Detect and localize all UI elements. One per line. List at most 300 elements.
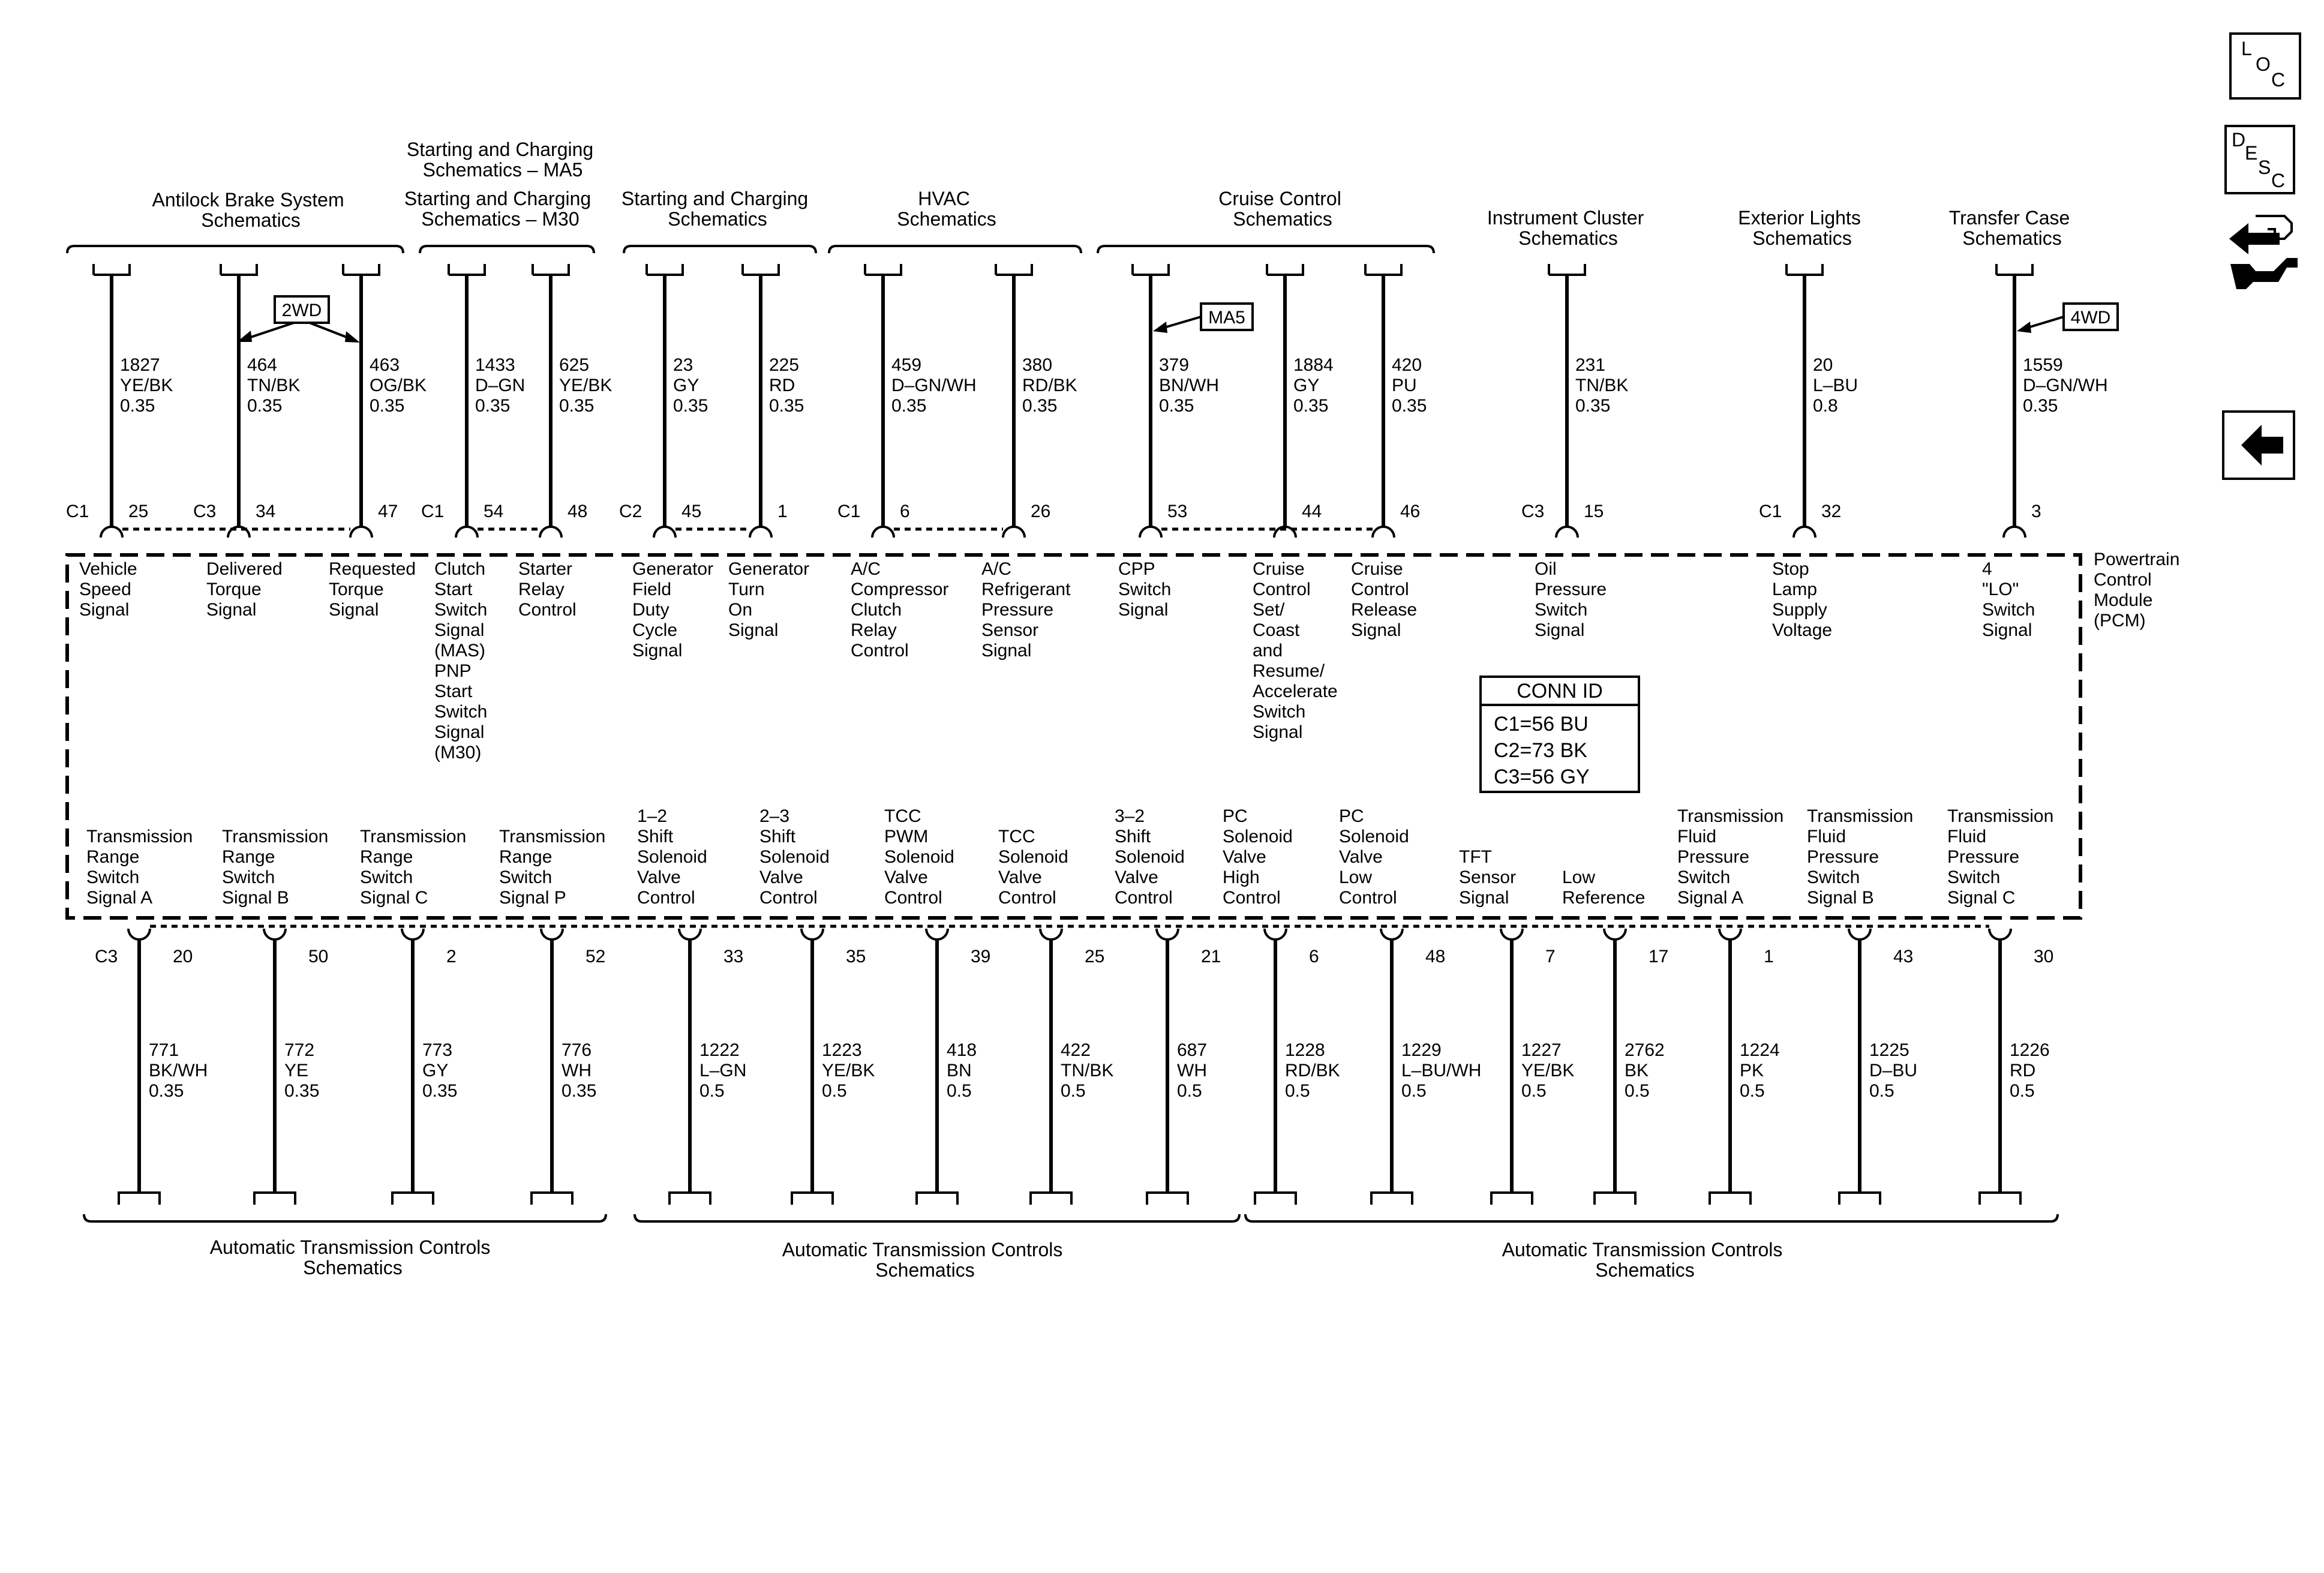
signal-name: Control (851, 641, 909, 661)
signal-name: Signal (728, 620, 779, 640)
wire-size: 0.35 (120, 396, 155, 416)
circuit-number: 772 (284, 1040, 315, 1060)
wire-color: TN/BK (1061, 1061, 1114, 1080)
top-pin (1759, 264, 1858, 640)
svg-text:L: L (2241, 38, 2252, 59)
circuit-number: 379 (1159, 355, 1190, 375)
terminal-bracket (532, 1193, 572, 1205)
signal-name: 4 (1982, 559, 1992, 579)
bottom-pin (1223, 806, 1340, 1205)
signal-name: Vehicle (79, 559, 137, 579)
signal-name: Field (632, 580, 672, 599)
signal-name: Switch (360, 867, 413, 887)
pin-socket (456, 527, 478, 538)
top-pin (518, 264, 612, 620)
wire-size: 0.35 (559, 396, 594, 416)
bottom-group-titles (210, 1236, 1788, 1281)
top-brackets (67, 246, 1434, 253)
wire-color: BN/WH (1159, 376, 1219, 395)
pin-number: 25 (1085, 947, 1105, 966)
signal-name: Signal (434, 620, 485, 640)
wire-color: L–GN (699, 1061, 747, 1080)
pin-socket (402, 929, 424, 939)
conn-id-c2: C2=73 BK (1494, 739, 1587, 762)
wire-size: 0.5 (1177, 1081, 1202, 1101)
signal-name: Cruise (1351, 559, 1403, 579)
callout-2wd: 2WD (281, 301, 322, 320)
signal-name: Shift (759, 827, 796, 846)
wire-color: TN/BK (1575, 376, 1629, 395)
circuit-number: 231 (1575, 355, 1606, 375)
top-pin (329, 264, 427, 620)
signal-name: 3–2 (1115, 806, 1145, 826)
signal-name: Lamp (1772, 580, 1818, 599)
top-group-titles (152, 139, 2076, 249)
bottom-group-title-3: Automatic Transmission Controls Schematics (1502, 1239, 1783, 1281)
signal-name: Relay (851, 620, 897, 640)
wire-size: 0.35 (562, 1081, 597, 1101)
wire-color: D–GN (475, 376, 526, 395)
signal-name: Switch (1677, 867, 1731, 887)
top-pin (421, 264, 525, 763)
bottom-pin (86, 827, 208, 1205)
signal-name: Signal (1535, 620, 1585, 640)
circuit-number: 1228 (1285, 1040, 1325, 1060)
svg-text:C: C (2271, 69, 2286, 91)
signal-name: Requested (329, 559, 416, 579)
terminal-bracket (1710, 1193, 1750, 1205)
signal-name: Solenoid (1115, 847, 1185, 867)
signal-name: Fluid (1677, 827, 1717, 846)
wire-size: 0.5 (947, 1081, 972, 1101)
signal-name: Control (1253, 580, 1311, 599)
group-title-starting-m30: Starting and Charging Schematics – M30 (404, 188, 591, 230)
pin-socket (1604, 929, 1626, 939)
pin-socket (264, 929, 286, 939)
signal-name: Switch (434, 702, 488, 722)
wire-size: 0.35 (1575, 396, 1611, 416)
signal-name: Pressure (1677, 847, 1750, 867)
terminal-bracket (449, 264, 485, 275)
bottom-group-title-2: Automatic Transmission Controls Schematics (782, 1239, 1063, 1281)
terminal-bracket (1996, 264, 2032, 275)
group-title-transfer-case: Transfer Case Schematics (1948, 207, 2070, 249)
signal-name: Accelerate (1253, 682, 1338, 701)
wire-size: 0.35 (1159, 396, 1194, 416)
pin-number: 50 (308, 947, 329, 966)
wire-color: YE/BK (559, 376, 612, 395)
pin-socket (750, 527, 771, 538)
wire-size: 0.5 (822, 1081, 847, 1101)
group-title-cluster: Instrument Cluster Schematics (1487, 207, 1644, 249)
wire-size: 0.35 (475, 396, 511, 416)
terminal-bracket (221, 264, 257, 275)
terminal-bracket (1133, 264, 1169, 275)
terminal-bracket (669, 1193, 710, 1205)
wire-color: YE/BK (1521, 1061, 1575, 1080)
pin-socket (1040, 929, 1062, 939)
wire-size: 0.5 (1401, 1081, 1427, 1101)
signal-name: Voltage (1772, 620, 1833, 640)
pin-number: 32 (1821, 502, 1842, 521)
bottom-pin (998, 827, 1113, 1205)
signal-name: Signal A (86, 888, 153, 908)
pin-number: 45 (681, 502, 702, 521)
signal-name: Resume/ (1253, 661, 1325, 681)
signal-name: Transmission (1677, 806, 1784, 826)
svg-text:D: D (2232, 129, 2246, 151)
signal-name: Signal (632, 641, 683, 661)
module-name: Powertrain Control Module (PCM) (2094, 550, 2180, 631)
wire-color: GY (1293, 376, 1320, 395)
top-pin (1118, 264, 1219, 620)
signal-name: Supply (1772, 600, 1827, 620)
loc-button[interactable] (2230, 34, 2300, 98)
circuit-number: 773 (422, 1040, 453, 1060)
callout-4wd: 4WD (2070, 308, 2111, 328)
signal-name: Switch (1118, 580, 1172, 599)
signal-name: Turn (728, 580, 765, 599)
pin-socket (679, 929, 701, 939)
bottom-brackets (84, 1214, 2058, 1221)
wire-color: PK (1740, 1061, 1764, 1080)
signal-name: Valve (1339, 847, 1383, 867)
signal-name: Switch (434, 600, 488, 620)
pin-socket (540, 527, 562, 538)
bottom-pin (222, 827, 328, 1205)
pin-number: 48 (568, 502, 588, 521)
signal-name: 1–2 (637, 806, 668, 826)
svg-text:S: S (2258, 157, 2271, 178)
signal-name: Pressure (981, 600, 1054, 620)
signal-name: Signal (79, 600, 130, 620)
top-pin (66, 264, 173, 620)
terminal-bracket (1549, 264, 1585, 275)
connector-id: C3 (1521, 502, 1545, 521)
signal-name: TCC (998, 827, 1035, 846)
signal-name: Oil (1535, 559, 1557, 579)
circuit-number: 776 (562, 1040, 592, 1060)
signal-name: A/C (981, 559, 1012, 579)
bottom-pin (499, 827, 605, 1205)
pin-socket (1381, 929, 1403, 939)
conn-id-c1: C1=56 BU (1494, 713, 1589, 736)
signal-name: Range (499, 847, 553, 867)
pin-socket (1140, 527, 1161, 538)
circuit-number: 459 (891, 355, 922, 375)
signal-name: Range (360, 847, 413, 867)
signal-name: Compressor (851, 580, 949, 599)
terminal-bracket (1031, 1193, 1071, 1205)
signal-name: PNP (434, 661, 472, 681)
circuit-number: 1229 (1401, 1040, 1442, 1060)
signal-name: Signal B (1807, 888, 1874, 908)
wire-color: WH (1177, 1061, 1207, 1080)
connector-tools-icon[interactable] (2229, 216, 2298, 289)
signal-name: Control (998, 888, 1056, 908)
svg-text:C: C (2271, 170, 2286, 191)
signal-name: PWM (884, 827, 929, 846)
pin-number: 30 (2034, 947, 2054, 966)
terminal-bracket (119, 1193, 160, 1205)
signal-name: Torque (206, 580, 262, 599)
terminal-bracket (996, 264, 1032, 275)
circuit-number: 418 (947, 1040, 977, 1060)
wire-size: 0.5 (2010, 1081, 2035, 1101)
pin-number: 1 (777, 502, 788, 521)
circuit-number: 1224 (1740, 1040, 1780, 1060)
signal-name: Switch (86, 867, 140, 887)
circuit-number: 1225 (1869, 1040, 1909, 1060)
pin-socket (1794, 527, 1815, 538)
signal-name: Shift (637, 827, 674, 846)
pin-number: 6 (900, 502, 910, 521)
wire-size: 0.35 (247, 396, 283, 416)
signal-name: Switch (1253, 702, 1306, 722)
terminal-bracket (1786, 264, 1822, 275)
circuit-number: 1223 (822, 1040, 862, 1060)
pin-number: 34 (256, 502, 276, 521)
signal-name: Starter (518, 559, 573, 579)
terminal-bracket (343, 264, 379, 275)
bottom-pin (1677, 806, 1783, 1205)
circuit-number: 422 (1061, 1040, 1091, 1060)
bottom-pin (637, 806, 746, 1205)
terminal-bracket (254, 1193, 295, 1205)
signal-name: Control (759, 888, 818, 908)
connector-id: C3 (95, 947, 118, 966)
bottom-group-title-1: Automatic Transmission Controls Schematics (209, 1236, 491, 1278)
signal-name: Low (1562, 867, 1596, 887)
signal-name: Signal (1351, 620, 1401, 640)
bottom-pin (884, 806, 990, 1205)
circuit-number: 1227 (1521, 1040, 1562, 1060)
signal-name: Fluid (1807, 827, 1846, 846)
signal-name: Signal C (360, 888, 428, 908)
signal-name: Relay (518, 580, 565, 599)
terminal-bracket (1839, 1193, 1880, 1205)
wire-color: L–BU/WH (1401, 1061, 1482, 1080)
signal-name: Control (637, 888, 695, 908)
wire-size: 0.35 (149, 1081, 184, 1101)
signal-name: Start (434, 580, 473, 599)
pin-socket (654, 527, 675, 538)
signal-name: Transmission (222, 827, 329, 846)
signal-name: Sensor (981, 620, 1039, 640)
signal-name: Clutch (851, 600, 902, 620)
pin-number: 33 (723, 947, 744, 966)
signal-name: Transmission (1947, 806, 2054, 826)
wire-size: 0.35 (370, 396, 405, 416)
terminal-bracket (1267, 264, 1303, 275)
wire-size: 0.35 (2023, 396, 2058, 416)
wire-color: RD (2010, 1061, 2036, 1080)
circuit-number: 380 (1022, 355, 1053, 375)
signal-name: Solenoid (1339, 827, 1409, 846)
signal-name: Delivered (206, 559, 283, 579)
signal-name: Switch (1947, 867, 2001, 887)
signal-name: Pressure (1535, 580, 1607, 599)
wire-color: BN (947, 1061, 972, 1080)
desc-button[interactable] (2226, 126, 2294, 193)
signal-name: Transmission (86, 827, 193, 846)
terminal-bracket (865, 264, 901, 275)
signal-name: CPP (1118, 559, 1155, 579)
connector-id: C1 (837, 502, 861, 521)
circuit-number: 1827 (120, 355, 160, 375)
signal-name: Refrigerant (981, 580, 1071, 599)
signal-name: Switch (499, 867, 553, 887)
signal-name: PC (1339, 806, 1364, 826)
signal-name: Control (1339, 888, 1397, 908)
signal-name: Signal P (499, 888, 566, 908)
wire-size: 0.35 (1293, 396, 1329, 416)
pin-number: 44 (1302, 502, 1322, 521)
signal-name: Signal (981, 641, 1032, 661)
pin-number: 25 (128, 502, 149, 521)
wire-size: 0.35 (284, 1081, 320, 1101)
bottom-pin-group (86, 806, 2053, 1205)
signal-name: Signal (1253, 722, 1303, 742)
signal-name: Control (518, 600, 577, 620)
signal-name: Solenoid (1223, 827, 1293, 846)
connector-id: C2 (619, 502, 642, 521)
circuit-number: 1433 (475, 355, 515, 375)
signal-name: "LO" (1982, 580, 2019, 599)
signal-name: Switch (1982, 600, 2035, 620)
signal-name: High (1223, 867, 1260, 887)
back-button[interactable] (2223, 412, 2294, 479)
signal-name: Stop (1772, 559, 1809, 579)
signal-name: Valve (1223, 847, 1266, 867)
pin-number: 39 (971, 947, 991, 966)
signal-name: Generator (728, 559, 810, 579)
wire-color: L–BU (1813, 376, 1858, 395)
conn-id-title: CONN ID (1517, 680, 1603, 703)
signal-name: Generator (632, 559, 714, 579)
signal-name: (M30) (434, 743, 482, 763)
top-pin (1253, 264, 1338, 742)
terminal-bracket (743, 264, 779, 275)
signal-name: Solenoid (637, 847, 707, 867)
wire-color: D–BU (1869, 1061, 1918, 1080)
signal-name: Range (222, 847, 275, 867)
circuit-number: 625 (559, 355, 590, 375)
pin-socket (1373, 527, 1394, 538)
conn-id-c3: C3=56 GY (1494, 766, 1590, 788)
circuit-number: 687 (1177, 1040, 1208, 1060)
signal-name: Signal (329, 600, 379, 620)
pin-socket (926, 929, 948, 939)
signal-name: Pressure (1807, 847, 1879, 867)
circuit-number: 20 (1813, 355, 1833, 375)
pin-number: 54 (484, 502, 504, 521)
circuit-number: 420 (1392, 355, 1422, 375)
signal-name: Signal (1459, 888, 1509, 908)
signal-name: Signal (1118, 600, 1169, 620)
signal-name: Signal B (222, 888, 289, 908)
pin-number: 1 (1764, 947, 1774, 966)
pin-number: 6 (1309, 947, 1319, 966)
pin-number: 35 (846, 947, 866, 966)
pin-socket (1849, 929, 1870, 939)
signal-name: Control (1223, 888, 1281, 908)
signal-name: Valve (759, 867, 803, 887)
terminal-bracket (1595, 1193, 1635, 1205)
signal-name: Valve (884, 867, 928, 887)
pin-socket (101, 527, 122, 538)
signal-name: and (1253, 641, 1283, 661)
terminal-bracket (917, 1193, 957, 1205)
pin-number: 53 (1167, 502, 1188, 521)
bottom-pin (759, 806, 875, 1205)
circuit-number: 1226 (2010, 1040, 2050, 1060)
top-pin (1521, 264, 1628, 640)
wire-size: 0.5 (1869, 1081, 1894, 1101)
wire-size: 0.5 (1521, 1081, 1547, 1101)
top-pin (619, 264, 713, 661)
terminal-bracket (1371, 1193, 1412, 1205)
wire-color: RD/BK (1285, 1061, 1340, 1080)
signal-name: Control (1115, 888, 1173, 908)
signal-name: Solenoid (759, 847, 830, 867)
top-pin-group (66, 264, 2108, 763)
connector-id: C1 (1759, 502, 1782, 521)
signal-name: Fluid (1947, 827, 1987, 846)
signal-name: Range (86, 847, 140, 867)
signal-name: Switch (222, 867, 275, 887)
terminal-bracket (94, 264, 130, 275)
connector-id: C3 (193, 502, 217, 521)
pin-socket (1265, 929, 1286, 939)
signal-name: Set/ (1253, 600, 1285, 620)
pin-number: 3 (2031, 502, 2041, 521)
signal-name: Release (1351, 600, 1418, 620)
pin-socket (1719, 929, 1741, 939)
signal-name: Control (884, 888, 942, 908)
pin-number: 17 (1649, 947, 1669, 966)
terminal-bracket (1980, 1193, 2020, 1205)
signal-name: TFT (1459, 847, 1492, 867)
signal-name: Switch (1535, 600, 1588, 620)
pin-number: 20 (173, 947, 193, 966)
circuit-number: 2762 (1625, 1040, 1665, 1060)
wire-size: 0.35 (673, 396, 708, 416)
wire-size: 0.5 (1625, 1081, 1650, 1101)
pin-number: 46 (1400, 502, 1421, 521)
signal-name: Low (1339, 867, 1373, 887)
signal-name: Signal (434, 722, 485, 742)
top-pin (728, 264, 809, 640)
connector-id: C1 (421, 502, 445, 521)
wire-color: YE/BK (822, 1061, 875, 1080)
group-title-starting: Starting and Charging Schematics (621, 188, 809, 230)
signal-name: A/C (851, 559, 881, 579)
signal-name: Torque (329, 580, 384, 599)
top-pin (1351, 264, 1427, 640)
pin-number: 21 (1201, 947, 1221, 966)
pin-number: 48 (1425, 947, 1446, 966)
signal-name: Signal (1982, 620, 2032, 640)
pin-number: 43 (1893, 947, 1914, 966)
pin-number: 2 (446, 947, 457, 966)
pin-socket (1003, 527, 1025, 538)
circuit-number: 771 (149, 1040, 179, 1060)
signal-name: (MAS) (434, 641, 485, 661)
pin-socket (541, 929, 563, 939)
signal-name: Transmission (1807, 806, 1914, 826)
wire-size: 0.35 (1022, 396, 1058, 416)
